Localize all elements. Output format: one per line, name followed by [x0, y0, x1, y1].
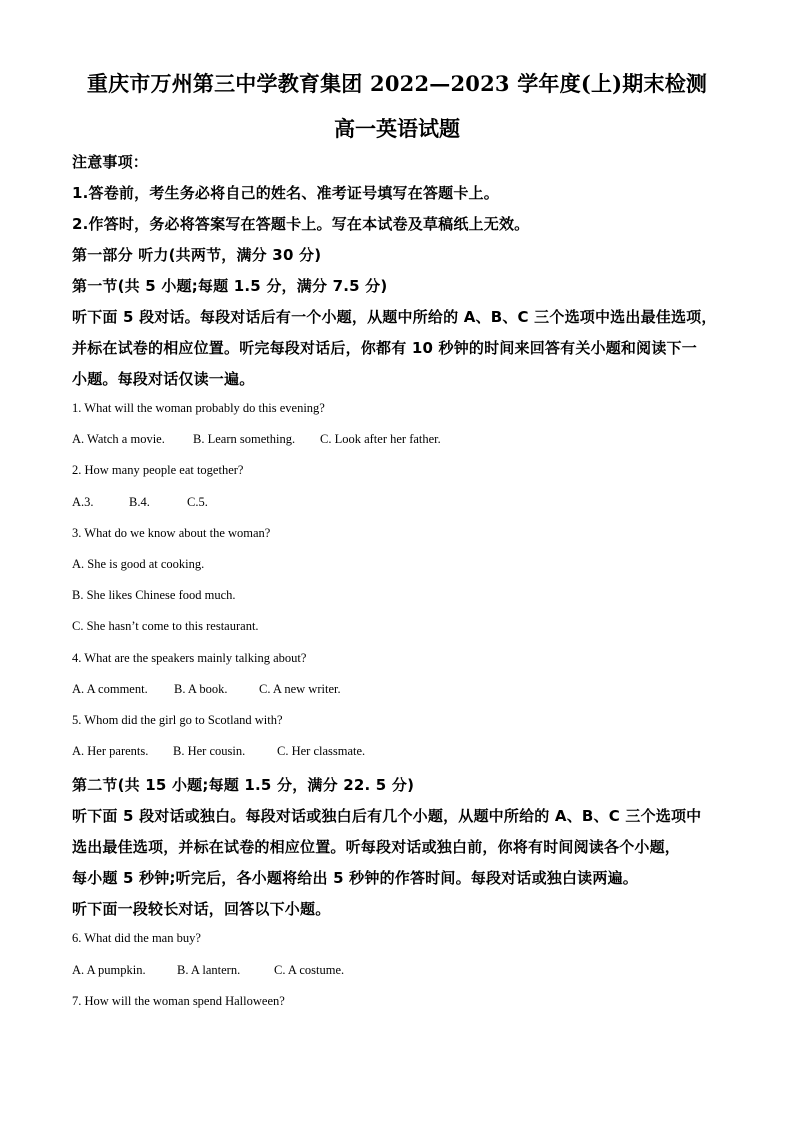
question-options: [72, 432, 441, 447]
option-c: C. A new writer.: [259, 682, 341, 696]
question-options: [72, 963, 344, 978]
option-c: C. Her classmate.: [277, 744, 366, 758]
section1-title: 第一节(共 5 小题;每题 1.5 分，满分 7.5 分): [72, 277, 388, 295]
option-a: A. She is good at cooking.: [72, 557, 205, 571]
option-b: B.4.: [129, 495, 150, 509]
section1-instruction-line: 听下面 5 段对话。每段对话后有一个小题，从题中所给的 A、B、C 三个选项中选出最佳选项，: [72, 308, 717, 326]
notice-item: 2.作答时，务必将答案写在答题卡上。写在本试卷及草稿纸上无效。: [72, 215, 530, 233]
notice-item: 1.答卷前，考生务必将自己的姓名、准考证号填写在答题卡上。: [72, 184, 499, 202]
question-stem: 6. What did the man buy?: [72, 931, 201, 945]
section2-sub-instruction: 听下面一段较长对话，回答以下小题。: [72, 900, 331, 918]
section2-instruction-line: 听下面 5 段对话或独白。每段对话或独白后有几个小题，从题中所给的 A、B、C 三个选项中: [72, 807, 702, 825]
option-b: B. A lantern.: [177, 963, 241, 977]
question-stem: 4. What are the speakers mainly talking about?: [72, 651, 307, 665]
option-a: A. A pumpkin.: [72, 963, 146, 977]
exam-subtitle: 高一英语试题: [334, 116, 460, 141]
option-c: C. A costume.: [274, 963, 345, 977]
question-stem: 3. What do we know about the woman?: [72, 526, 271, 540]
question-stem: 7. How will the woman spend Halloween?: [72, 994, 285, 1008]
option-a: A. Her parents.: [72, 744, 149, 758]
option-c: C. Look after her father.: [320, 432, 441, 446]
question-stem: 5. Whom did the girl go to Scotland with?: [72, 713, 283, 727]
notice-heading: 注意事项：: [72, 153, 149, 171]
option-c: C. She hasn’t come to this restaurant.: [72, 619, 259, 633]
option-a: A.3.: [72, 495, 94, 509]
option-a: A. Watch a movie.: [72, 432, 165, 446]
part1-title: 第一部分 听力(共两节，满分 30 分): [72, 246, 322, 264]
exam-title: 重庆市万州第三中学教育集团 2022—2023 学年度(上)期末检测: [86, 71, 708, 96]
section1-instruction-line: 小题。每段对话仅读一遍。: [72, 370, 255, 388]
option-b: B. Her cousin.: [173, 744, 246, 758]
question-options: [72, 682, 341, 697]
question-options: [72, 744, 365, 759]
section2-title: 第二节(共 15 小题;每题 1.5 分，满分 22. 5 分): [72, 776, 415, 794]
section1-instruction-line: 并标在试卷的相应位置。听完每段对话后，你都有 10 秒钟的时间来回答有关小题和阅读下一: [72, 339, 697, 357]
question-stem: 1. What will the woman probably do this evening?: [72, 401, 325, 415]
option-b: B. Learn something.: [193, 432, 296, 446]
option-b: B. A book.: [174, 682, 228, 696]
option-c: C.5.: [187, 495, 208, 509]
question-stem: 2. How many people eat together?: [72, 463, 244, 477]
option-a: A. A comment.: [72, 682, 148, 696]
question-options: [72, 495, 208, 510]
section2-instruction-line: 选出最佳选项，并标在试卷的相应位置。听每段对话或独白前，你将有时间阅读各个小题，: [72, 838, 681, 856]
section2-instruction-line: 每小题 5 秒钟;听完后，各小题将给出 5 秒钟的作答时间。每段对话或独白读两遍。: [72, 869, 638, 887]
option-b: B. She likes Chinese food much.: [72, 588, 236, 602]
